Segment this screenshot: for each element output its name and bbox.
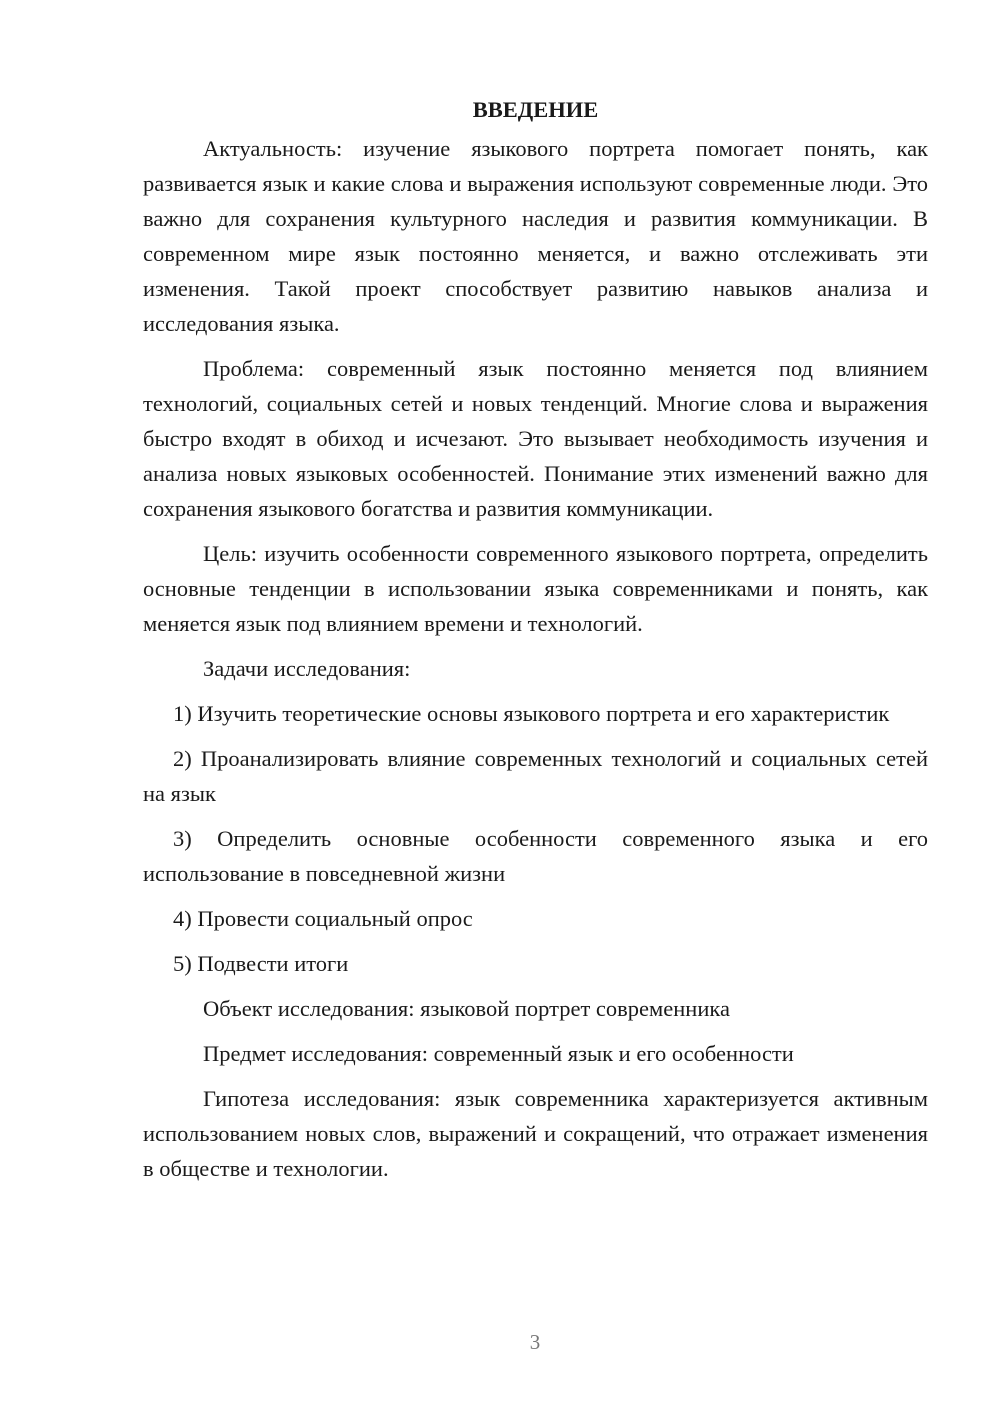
task-item: 3) Определить основные особенности современного языка и его использование в повседневной жизни (143, 826, 928, 886)
subject-line: Предмет исследования: современный язык и его особенности (203, 1041, 794, 1066)
tasks-heading: Задачи исследования: (203, 656, 411, 681)
object-line: Объект исследования: языковой портрет современника (203, 996, 730, 1021)
page-number: 3 (529, 1330, 541, 1354)
task-item: 5) Подвести итоги (173, 951, 349, 976)
problem-paragraph: Проблема: современный язык постоянно меняется под влиянием технологий, социальных сетей и новых тенденций. Многие слова и выражения быстро входят в обиход и исчезают. Это вызывает необходимость изучения и анализа новых языковых особенностей. Понимание этих изменений важно для сохранения языкового богатства и развития коммуникации. (143, 356, 928, 521)
goal-paragraph: Цель: изучить особенности современного языкового портрета, определить основные тенденции в использовании языка современниками и понять, как меняется язык под влиянием времени и технологий. (143, 541, 928, 636)
hypothesis-paragraph: Гипотеза исследования: язык современника характеризуется активным использованием новых слов, выражений и сокращений, что отражает изменения в обществе и технологии. (143, 1086, 928, 1181)
relevance-paragraph: Актуальность: изучение языкового портрета помогает понять, как развивается язык и какие слова и выражения используют современные люди. Это важно для сохранения культурного наследия и развития коммуникации. В современном мире язык постоянно меняется, и важно отслеживать эти изменения. Такой проект способствует развитию навыков анализа и исследования языка. (143, 136, 928, 336)
page-title: ВВЕДЕНИЕ (472, 97, 599, 122)
page-content (143, 92, 928, 1196)
task-item: 1) Изучить теоретические основы языкового портрета и его характеристик (173, 701, 890, 726)
task-item: 2) Проанализировать влияние современных технологий и социальных сетей на язык (143, 746, 928, 806)
task-item: 4) Провести социальный опрос (173, 906, 473, 931)
